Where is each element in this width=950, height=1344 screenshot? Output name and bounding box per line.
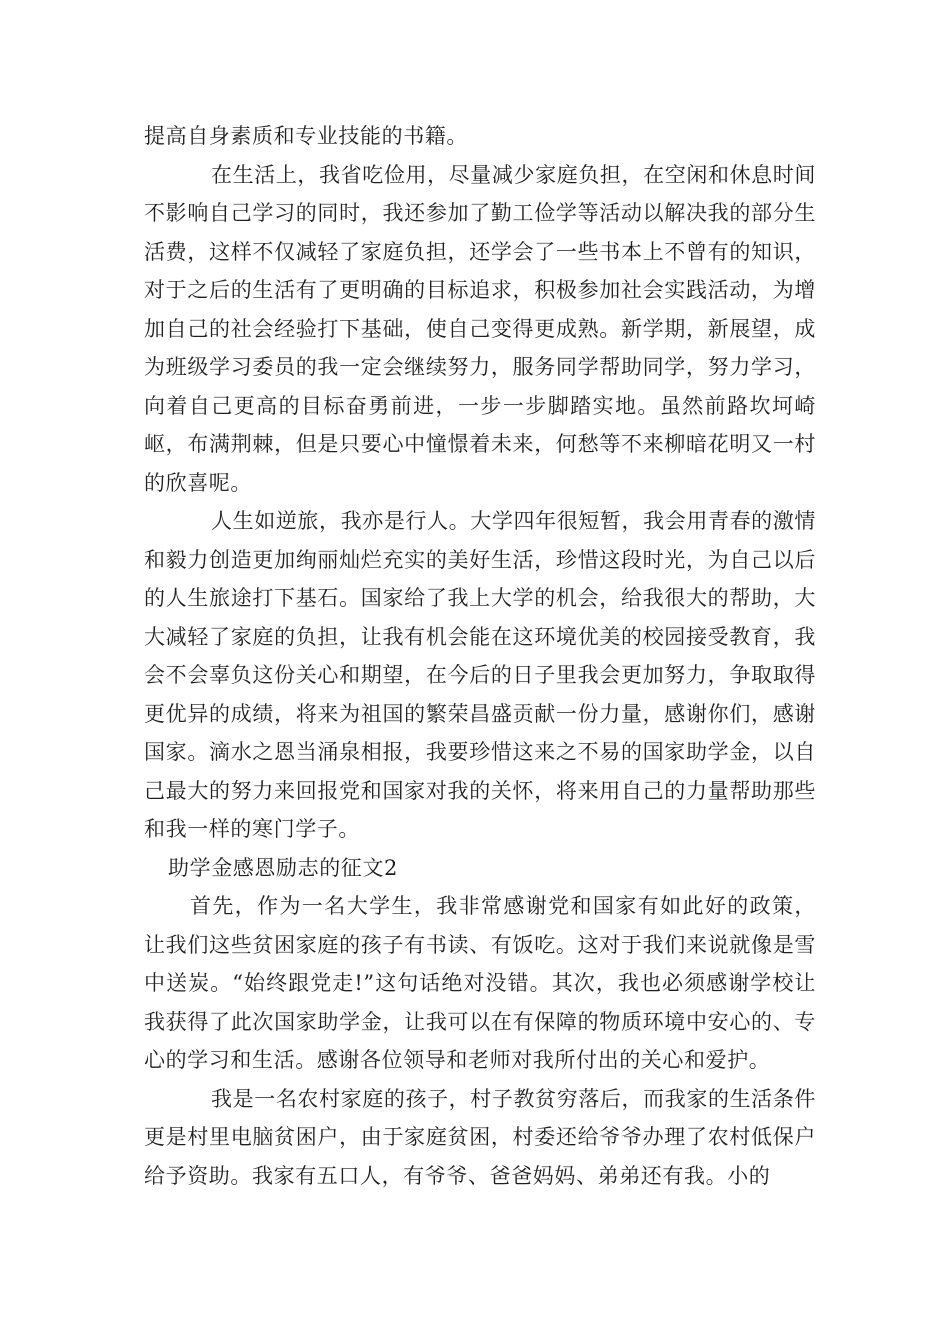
paragraph-1: 提高自身素质和专业技能的书籍。 <box>144 124 468 148</box>
paragraph-4: 首先，作为一名大学生，我非常感谢党和国家有如此好的政策，让我们这些贫困家庭的孩子有书读、有饭吃。这对于我们来说就像是雪中送炭。“始终跟党走!”这句话绝对没错。其次，我也必须感谢学校让我获得了此次国家助学金，让我可以在有保障的物质环境中安心的、专心的学习和生活。感谢各位领导和老师对我所付出的关心和爱护。 <box>144 894 816 1072</box>
paragraph-3: 人生如逆旅，我亦是行人。大学四年很短暂，我会用青春的激情和毅力创造更加绚丽灿烂充实的美好生活，珍惜这段时光，为自己以后的人生旅途打下基石。国家给了我上大学的机会，给我很大的帮助，大大减轻了家庭的负担，让我有机会能在这环境优美的校园接受教育，我会不会辜负这份关心和期望，在今后的日子里我会更加努力，争取取得更优异的成绩，将来为祖国的繁荣昌盛贡献一份力量，感谢你们，感谢国家。滴水之恩当涌泉相报，我要珍惜这来之不易的国家助学金，以自己最大的努力来回报党和国家对我的关怀，将来用自己的力量帮助那些和我一样的寒门学子。 <box>144 509 816 841</box>
paragraph-5: 我是一名农村家庭的孩子，村子教贫穷落后，而我家的生活条件更是村里电脑贫困户，由于家庭贫困，村委还给爷爷办理了农村低保户给予资助。我家有五口人，有爷爷、爸爸妈妈、弟弟还有我。小的 <box>144 1086 816 1188</box>
paragraph-2: 在生活上，我省吃俭用，尽量减少家庭负担，在空闲和休息时间不影响自己学习的同时，我还参加了勤工俭学等活动以解决我的部分生活费，这样不仅减轻了家庭负担，还学会了一些书本上不曾有的知识，对于之后的生活有了更明确的目标追求，积极参加社会实践活动，为增加自己的社会经验打下基础，使自己变得更成熟。新学期，新展望，成为班级学习委员的我一定会继续努力，服务同学帮助同学，努力学习，向着自己更高的目标奋勇前进，一步一步脚踏实地。虽然前路坎坷崎岖，布满荆棘，但是只要心中憧憬着未来，何愁等不来柳暗花明又一村的欣喜呢。 <box>144 162 816 495</box>
document-body <box>144 117 816 1195</box>
section-heading: 助学金感恩励志的征文2 <box>168 855 398 880</box>
